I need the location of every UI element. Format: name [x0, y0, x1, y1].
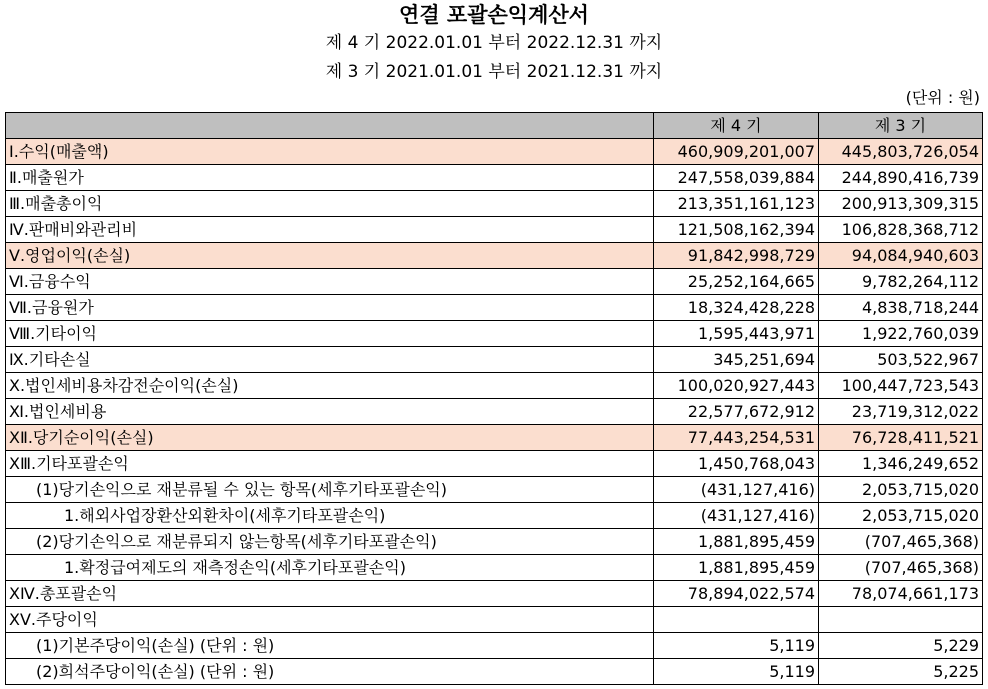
unit-label: (단위 : 원): [905, 88, 980, 107]
table-row: [6, 243, 983, 269]
value-period-4: 460,909,201,007: [654, 139, 819, 165]
value-period-3: 5,225: [819, 659, 983, 685]
table-row: [6, 477, 983, 503]
value-period-4: 5,119: [654, 659, 819, 685]
period-prior: 제 3 기 2021.01.01 부터 2021.12.31 까지: [325, 62, 663, 82]
table-header-row: [6, 113, 983, 139]
account-label: (1)당기손익으로 재분류될 수 있는 항목(세후기타포괄손익): [6, 477, 654, 503]
table-row: [6, 373, 983, 399]
table-row: [6, 659, 983, 685]
value-period-4: 25,252,164,665: [654, 269, 819, 295]
value-period-3: 23,719,312,022: [819, 399, 983, 425]
header-account: [6, 113, 654, 139]
value-period-4: 18,324,428,228: [654, 295, 819, 321]
account-label: Ⅰ.수익(매출액): [6, 139, 654, 165]
statement-title: 연결 포괄손익계산서: [399, 3, 589, 27]
table-row: [6, 139, 983, 165]
value-period-4: (431,127,416): [654, 503, 819, 529]
account-label: Ⅺ.법인세비용: [6, 399, 654, 425]
value-period-4: 78,894,022,574: [654, 581, 819, 607]
value-period-3: (707,465,368): [819, 555, 983, 581]
value-period-3: 78,074,661,173: [819, 581, 983, 607]
table-row: [6, 347, 983, 373]
value-period-4: 1,595,443,971: [654, 321, 819, 347]
account-label: Ⅸ.기타손실: [6, 347, 654, 373]
value-period-4: 345,251,694: [654, 347, 819, 373]
account-label: Ⅲ.매출총이익: [6, 191, 654, 217]
table-row: [6, 399, 983, 425]
table-row: [6, 165, 983, 191]
table-row: [6, 269, 983, 295]
value-period-4: 1,881,895,459: [654, 555, 819, 581]
account-label: 1.확정급여제도의 재측정손익(세후기타포괄손익): [6, 555, 654, 581]
account-label: (2)당기손익으로 재분류되지 않는항목(세후기타포괄손익): [6, 529, 654, 555]
value-period-3: 76,728,411,521: [819, 425, 983, 451]
period-current: 제 4 기 2022.01.01 부터 2022.12.31 까지: [325, 33, 663, 53]
table-row: [6, 425, 983, 451]
header-period-3: 제 3 기: [819, 113, 983, 139]
account-label: Ⅳ.판매비와관리비: [6, 217, 654, 243]
value-period-3: 445,803,726,054: [819, 139, 983, 165]
value-period-4: (431,127,416): [654, 477, 819, 503]
account-label: Ⅵ.금융수익: [6, 269, 654, 295]
value-period-3: 5,229: [819, 633, 983, 659]
value-period-4: 121,508,162,394: [654, 217, 819, 243]
value-period-4: 247,558,039,884: [654, 165, 819, 191]
value-period-4: [654, 607, 819, 633]
table-row: [6, 607, 983, 633]
value-period-3: 4,838,718,244: [819, 295, 983, 321]
value-period-3: 503,522,967: [819, 347, 983, 373]
table-row: [6, 295, 983, 321]
table-row: [6, 503, 983, 529]
value-period-3: (707,465,368): [819, 529, 983, 555]
value-period-4: 77,443,254,531: [654, 425, 819, 451]
account-label: ⅩⅡ.당기순이익(손실): [6, 425, 654, 451]
account-label: ⅩⅣ.총포괄손익: [6, 581, 654, 607]
account-label: (2)희석주당이익(손실) (단위 : 원): [6, 659, 654, 685]
table-row: [6, 217, 983, 243]
value-period-3: 200,913,309,315: [819, 191, 983, 217]
account-label: 1.해외사업장환산외환차이(세후기타포괄손익): [6, 503, 654, 529]
account-label: Ⅱ.매출원가: [6, 165, 654, 191]
account-label: Ⅴ.영업이익(손실): [6, 243, 654, 269]
account-label: Ⅷ.기타이익: [6, 321, 654, 347]
value-period-3: 1,346,249,652: [819, 451, 983, 477]
value-period-4: 100,020,927,443: [654, 373, 819, 399]
account-label: ⅩⅢ.기타포괄손익: [6, 451, 654, 477]
value-period-3: 1,922,760,039: [819, 321, 983, 347]
value-period-3: 2,053,715,020: [819, 477, 983, 503]
table-row: [6, 321, 983, 347]
value-period-3: 94,084,940,603: [819, 243, 983, 269]
value-period-3: 9,782,264,112: [819, 269, 983, 295]
table-row: [6, 451, 983, 477]
value-period-4: 1,450,768,043: [654, 451, 819, 477]
account-label: Ⅶ.금융원가: [6, 295, 654, 321]
table-row: [6, 191, 983, 217]
account-label: Ⅹ.법인세비용차감전순이익(손실): [6, 373, 654, 399]
value-period-3: [819, 607, 983, 633]
value-period-3: 106,828,368,712: [819, 217, 983, 243]
value-period-3: 2,053,715,020: [819, 503, 983, 529]
value-period-3: 244,890,416,739: [819, 165, 983, 191]
value-period-4: 91,842,998,729: [654, 243, 819, 269]
header-period-4: 제 4 기: [654, 113, 819, 139]
table-row: [6, 529, 983, 555]
account-label: (1)기본주당이익(손실) (단위 : 원): [6, 633, 654, 659]
account-label: ⅩⅤ.주당이익: [6, 607, 654, 633]
value-period-3: 100,447,723,543: [819, 373, 983, 399]
value-period-4: 213,351,161,123: [654, 191, 819, 217]
table-row: [6, 581, 983, 607]
value-period-4: 22,577,672,912: [654, 399, 819, 425]
value-period-4: 5,119: [654, 633, 819, 659]
table-row: [6, 555, 983, 581]
income-statement-table: [5, 112, 983, 685]
value-period-4: 1,881,895,459: [654, 529, 819, 555]
table-row: [6, 633, 983, 659]
